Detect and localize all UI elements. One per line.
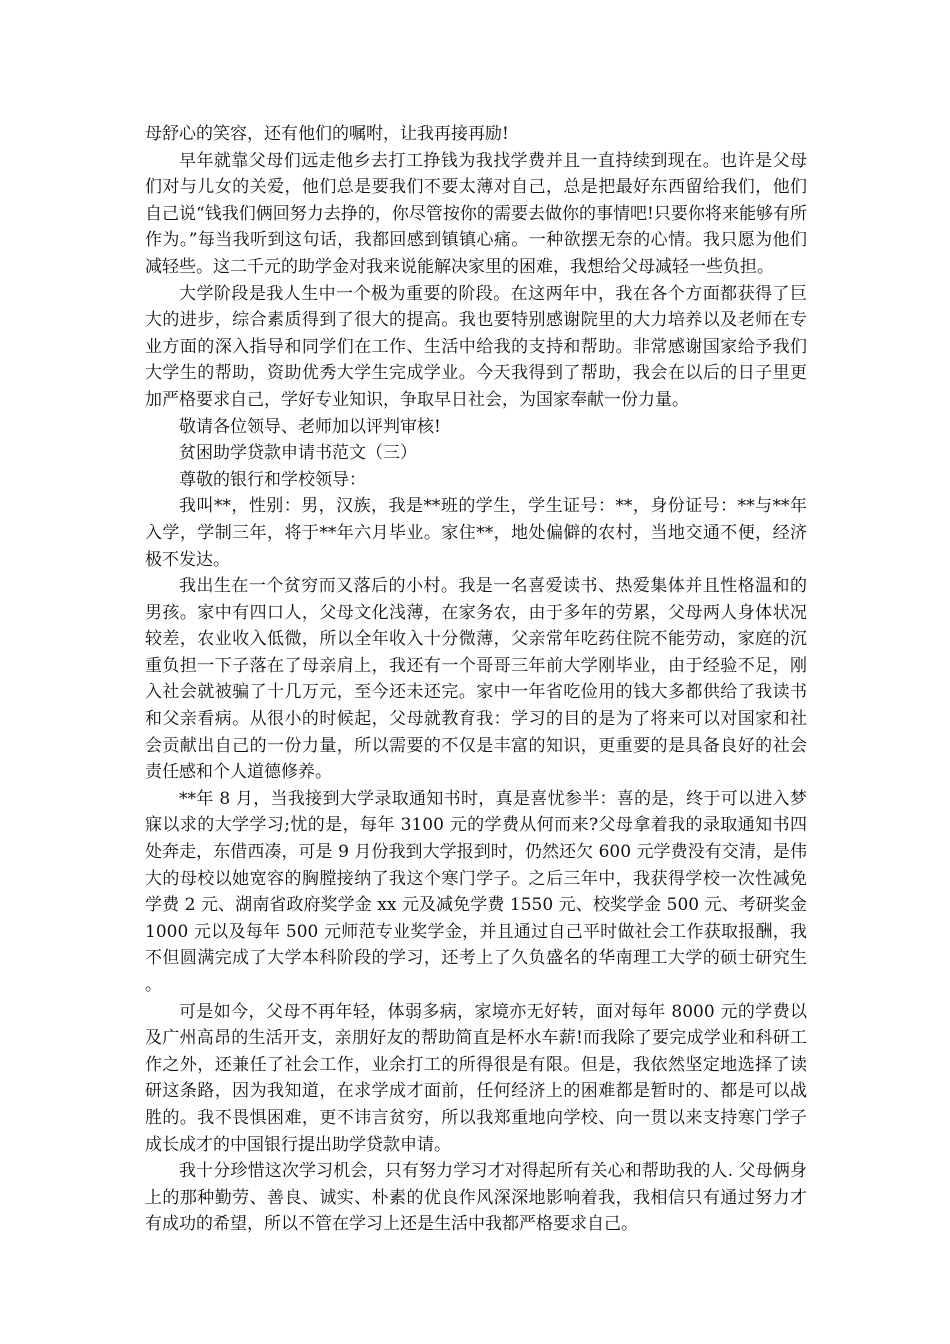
- paragraph-9: **年 8 月，当我接到大学录取通知书时，真是喜忧参半：喜的是，终于可以进入梦寐以求的大学学习;忧的是，每年 3100 元的学费从何而来?父母拿着我的录取通知书四处奔走，东借西凑，可是 9 月份我到大学报到时，仍然还欠 600 元学费没有交清，是伟大的母校以她宽容的胸膛接纳了我这个寒门学子。之后三年中，我获得学校一次性减免学费 2 元、湖南省政府奖学金 xx 元及减免学费 1550 元、校奖学金 500 元、考研奖金 1000 元以及每年 500 元师范专业奖学金，并且通过自己平时做社会工作获取报酬，我不但圆满完成了大学本科阶段的学习，还考上了久负盛名的华南理工大学的硕士研究生。: [145, 788, 807, 995]
- paragraph-7: 我叫**，性别：男，汉族，我是**班的学生，学生证号：**，身份证号：**与**年入学，学制三年，将于**年六月毕业。家住**，地处偏僻的农村，当地交通不便，经济极不发达。: [145, 496, 807, 570]
- paragraph-4: 敬请各位领导、老师加以评判审核!: [179, 416, 441, 437]
- paragraph-10: 可是如今，父母不再年轻，体弱多病，家境亦无好转，面对每年 8000 元的学费以及广州高昂的生活开支，亲朋好友的帮助简直是杯水车薪!而我除了要完成学业和科研工作之外，还兼任了社会工作，业余打工的所得很是有限。但是，我依然坚定地选择了读研这条路，因为我知道，在求学成才面前，任何经济上的困难都是暂时的、都是可以战胜的。我不畏惧困难，更不讳言贫穷，所以我郑重地向学校、向一贯以来支持寒门学子成长成才的中国银行提出助学贷款申请。: [145, 1001, 807, 1155]
- paragraph-2: 早年就靠父母们远走他乡去打工挣钱为我找学费并且一直持续到现在。也许是父母们对与儿女的关爱，他们总是要我们不要太薄对自己，总是把最好东西留给我们，他们自己说“钱我们俩回努力去挣的，你尽管按你的需要去做你的事情吧!只要你将来能够有所作为。”每当我听到这句话，我都回感到镇镇心痛。一种欲摆无奈的心情。我只愿为他们减轻些。这二千元的助学金对我来说能解决家里的困难，我想给父母减轻一些负担。: [145, 150, 807, 277]
- paragraph-8: 我出生在一个贫穷而又落后的小村。我是一名喜爱读书、热爱集体并且性格温和的男孩。家中有四口人，父母文化浅薄，在家务农，由于多年的劳累，父母两人身体状况较差，农业收入低微，所以全年收入十分微薄，父亲常年吃药住院不能劳动，家庭的沉重负担一下子落在了母亲肩上，我还有一个哥哥三年前大学刚毕业，由于经验不足，刚入社会就被骗了十几万元，至今还未还完。家中一年省吃俭用的钱大多都供给了我读书和父亲看病。从很小的时候起，父母就教育我：学习的目的是为了将来可以对国家和社会贡献出自己的一份力量，所以需要的不仅是丰富的知识，更重要的是具备良好的社会责任感和个人道德修养。: [145, 576, 807, 783]
- paragraph-1: 母舒心的笑容，还有他们的嘱咐，让我再接再励!: [145, 124, 509, 144]
- paragraph-3: 大学阶段是我人生中一个极为重要的阶段。在这两年中，我在各个方面都获得了巨大的进步，综合素质得到了很大的提高。我也要特别感谢院里的大力培养以及老师在专业方面的深入指导和同学们在工作、生活中给我的支持和帮助。非常感谢国家给予我们大学生的帮助，资助优秀大学生完成学业。今天我得到了帮助，我会在以后的日子里更加严格要求自己，学好专业知识，争取早日社会，为国家奉献一份力量。: [145, 283, 807, 410]
- paragraph-11: 我十分珍惜这次学习机会，只有努力学习才对得起所有关心和帮助我的人. 父母俩身上的那种勤劳、善良、诚实、朴素的优良作风深深地影响着我，我相信只有通过努力才有成功的希望，所以不管在学习上还是生活中我都严格要求自己。: [145, 1161, 807, 1235]
- section-title: 贫困助学贷款申请书范文（三）: [179, 443, 417, 464]
- salutation: 尊敬的银行和学校领导：: [179, 469, 366, 490]
- document-body: [145, 121, 807, 1238]
